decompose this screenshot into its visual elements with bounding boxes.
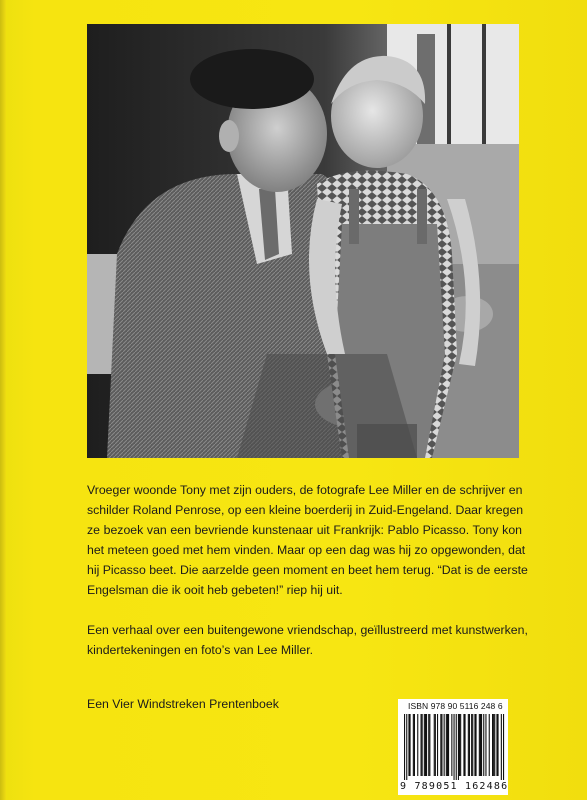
barcode-bar xyxy=(496,714,497,776)
barcode-bar xyxy=(422,714,423,776)
barcode-bar xyxy=(435,714,436,776)
barcode-bar xyxy=(481,714,482,776)
barcode-bar xyxy=(472,714,473,776)
blurb-line: Vroeger woonde Tony met zijn ouders, de fotografe Lee Miller en de schrijver en xyxy=(87,483,523,497)
barcode-bar xyxy=(404,714,405,780)
barcode-bar xyxy=(498,714,499,776)
blurb-paragraph-2 xyxy=(87,620,528,660)
barcode-bar xyxy=(463,714,464,776)
barcode-bar xyxy=(458,714,459,780)
barcode-bar xyxy=(479,714,480,776)
blurb-paragraph-1 xyxy=(87,480,528,600)
barcode-bar xyxy=(485,714,486,776)
barcode-bar xyxy=(417,714,418,776)
barcode-bar xyxy=(493,714,494,776)
barcode-bar xyxy=(426,714,427,776)
barcode-bar xyxy=(424,714,425,776)
barcode-bar xyxy=(468,714,469,776)
barcode-bar xyxy=(494,714,495,776)
cover-photograph xyxy=(87,24,519,458)
barcode-bar xyxy=(406,714,407,780)
barcode-bar xyxy=(492,714,493,776)
barcode-bar xyxy=(476,714,477,776)
barcode-bar xyxy=(447,714,448,776)
barcode-bar xyxy=(465,714,466,776)
barcode-bar xyxy=(413,714,414,776)
isbn-label: ISBN 978 90 5116 248 6 xyxy=(408,701,503,711)
blurb-line: ze bezoek van een bevriende kunstenaar uit Frankrijk: Pablo Picasso. Tony kon xyxy=(87,523,522,537)
barcode-bar xyxy=(480,714,481,776)
barcode-bar xyxy=(460,714,461,776)
barcode-bar xyxy=(421,714,422,776)
blurb-line: hij Picasso beet. Die aarzelde geen moment en beet hem terug. “Dat is de eerste xyxy=(87,563,528,577)
barcode-digits: 9 789051 162486 xyxy=(400,781,509,792)
barcode-bar xyxy=(483,714,484,776)
barcode-bar xyxy=(503,714,504,780)
barcode-bar xyxy=(474,714,475,776)
barcode-bar xyxy=(437,714,438,776)
barcode-bar xyxy=(456,714,457,780)
barcode-bar xyxy=(414,714,415,776)
barcode-bar xyxy=(429,714,430,776)
barcode-bar xyxy=(448,714,449,776)
blurb-line: Engelsman die ik ooit heb gebeten!” riep hij uit. xyxy=(87,583,343,597)
blurb-line: het meteen goed met hem vinden. Maar op een dag was hij zo opgewonden, dat xyxy=(87,543,526,557)
barcode-bar xyxy=(425,714,426,776)
barcode-bar xyxy=(446,714,447,776)
blurb-line: kindertekeningen en foto’s van Lee Miller. xyxy=(87,643,314,657)
series-name: Een Vier Windstreken Prentenboek xyxy=(87,697,279,711)
barcode-bar xyxy=(469,714,470,776)
barcode-bar xyxy=(441,714,442,776)
barcode-bar xyxy=(444,714,445,776)
barcode-bar xyxy=(471,714,472,776)
barcode-bar xyxy=(459,714,460,776)
barcode-bar xyxy=(440,714,441,776)
spine-edge xyxy=(0,0,6,800)
barcode-bar xyxy=(408,714,409,776)
barcode-icon xyxy=(402,714,506,780)
barcode-bar xyxy=(434,714,435,776)
barcode-bar xyxy=(428,714,429,776)
barcode-bar xyxy=(501,714,502,780)
photograph-image xyxy=(87,24,519,458)
blurb-line: schilder Roland Penrose, op een kleine boerderij in Zuid-Engeland. Daar kregen xyxy=(87,503,524,517)
barcode-bar xyxy=(410,714,411,776)
blurb-line: Een verhaal over een buitengewone vriendschap, geïllustreerd met kunstwerken, xyxy=(87,623,528,637)
barcode-bar xyxy=(454,714,455,780)
barcode-bar xyxy=(489,714,490,776)
barcode-bar xyxy=(451,714,452,776)
